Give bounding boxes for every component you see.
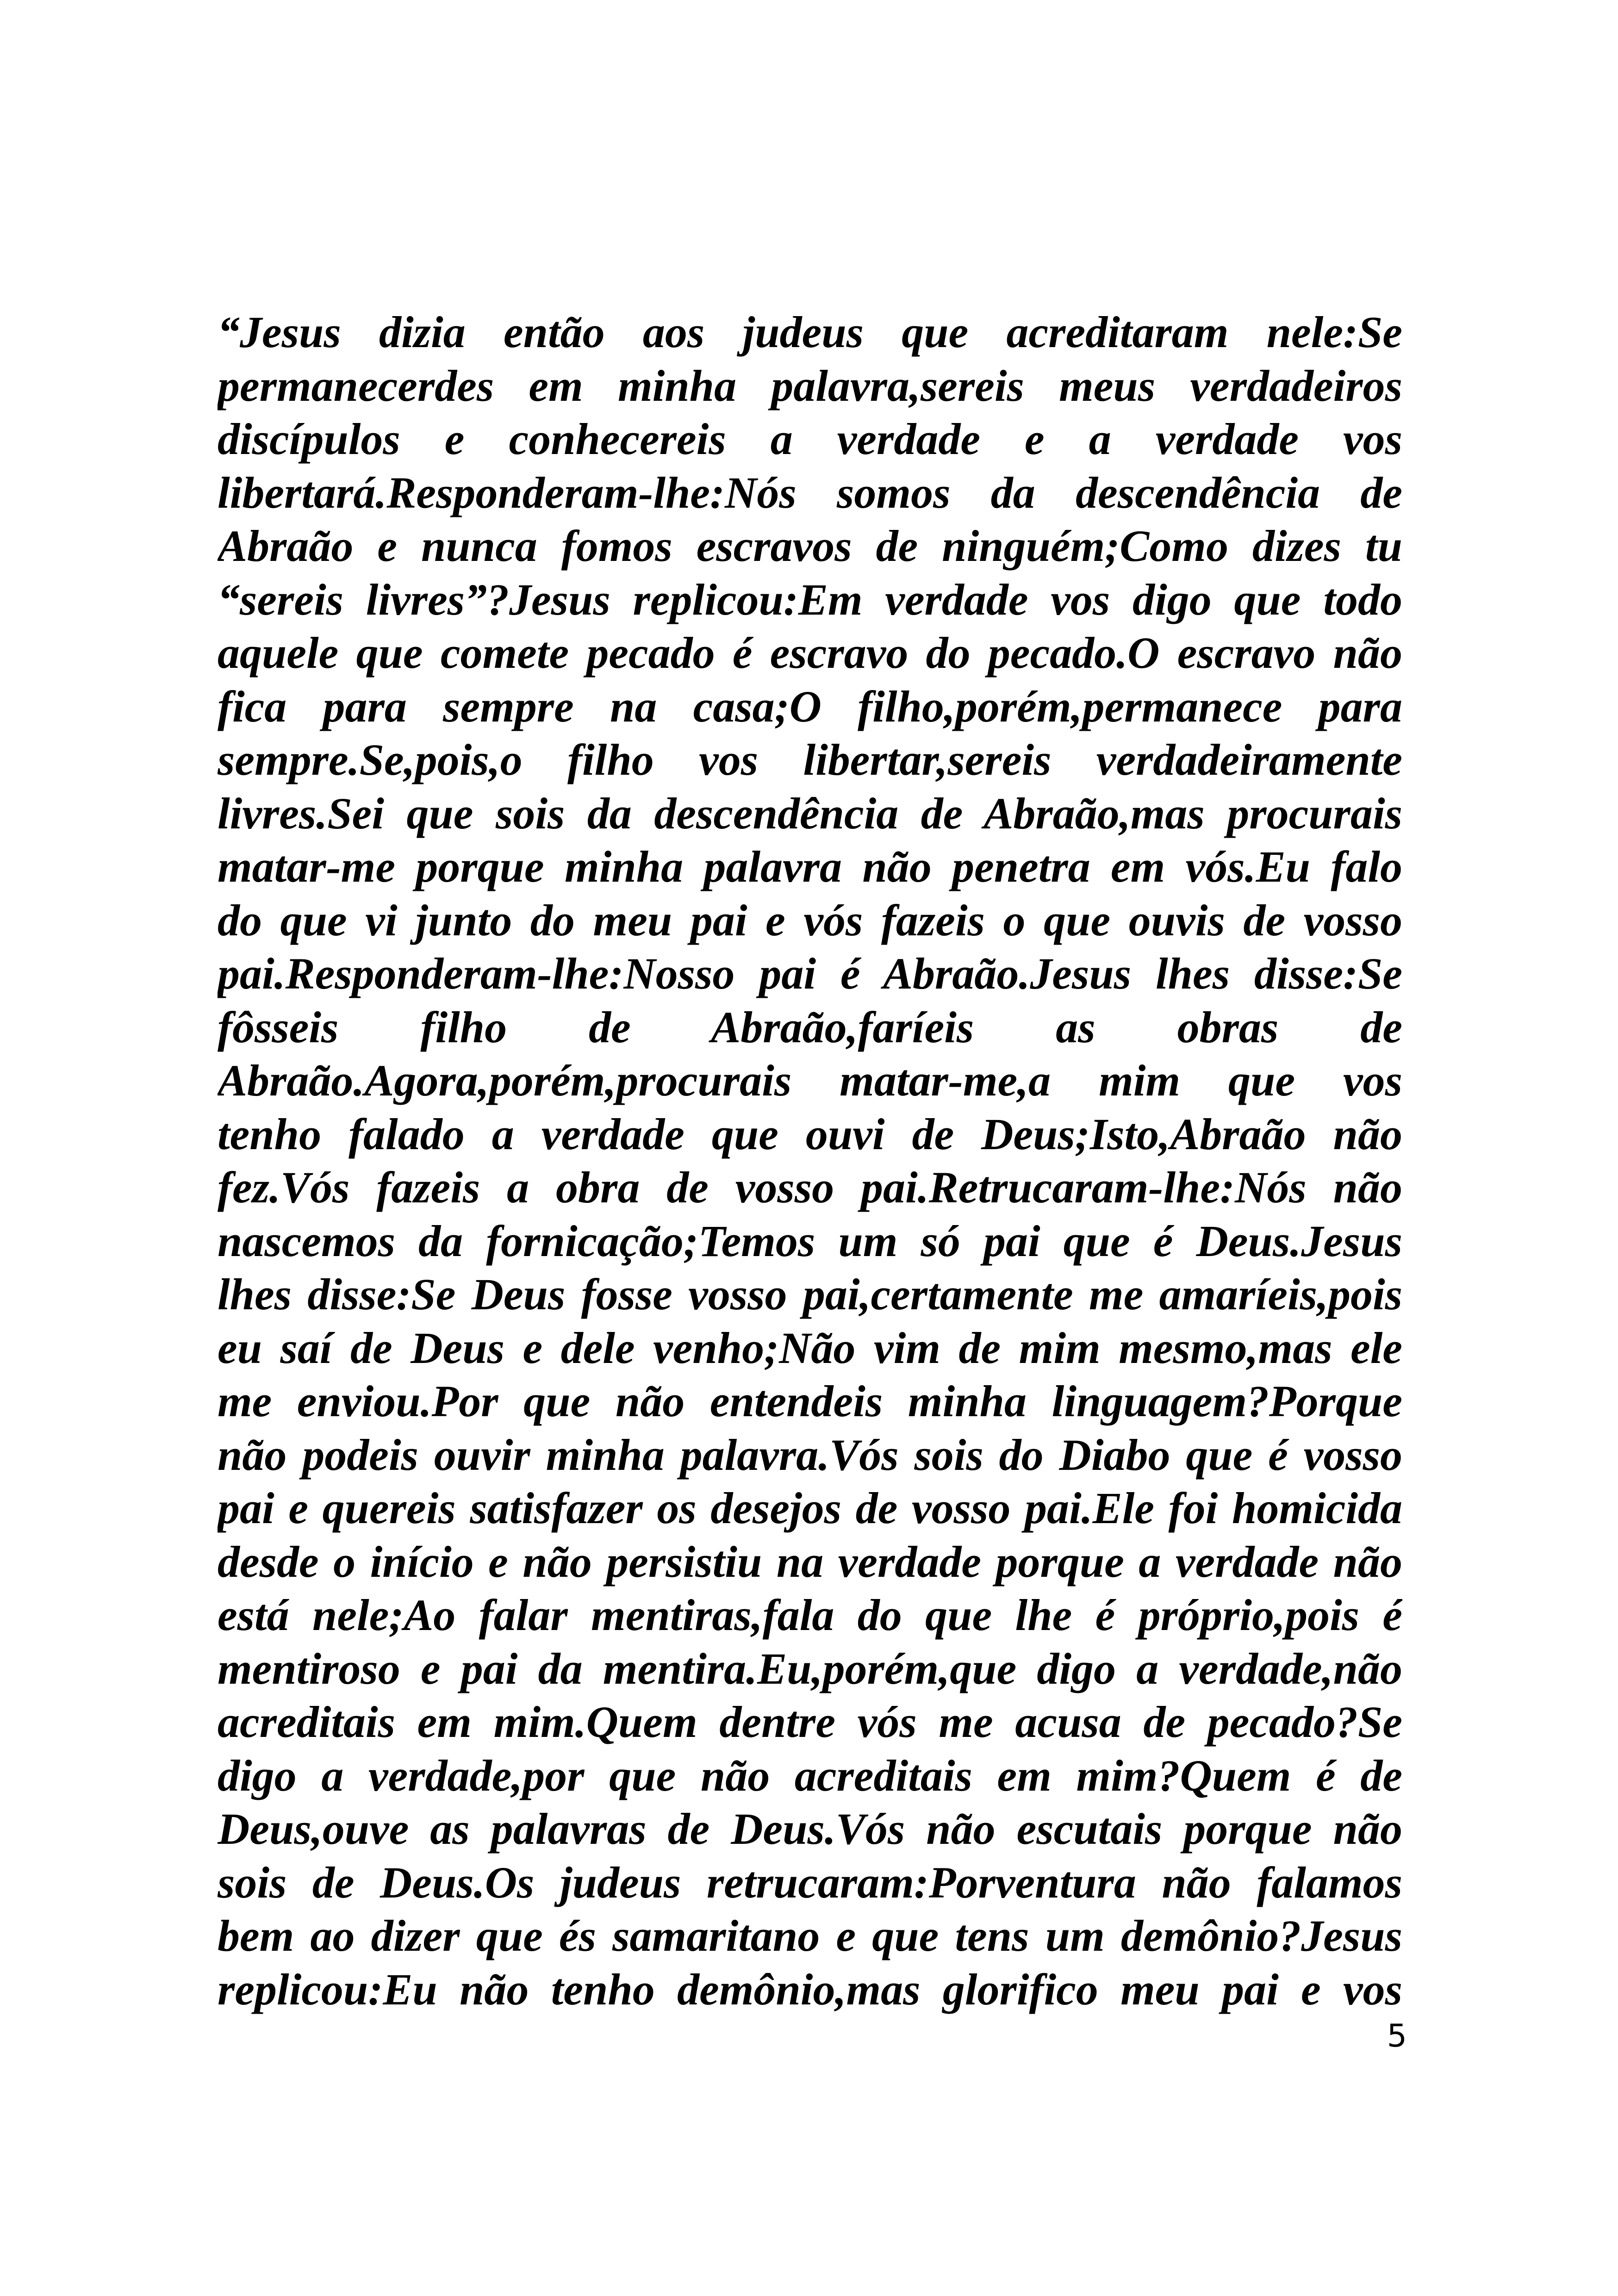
text-line: lhes disse:Se Deus fosse vosso pai,certamente me amaríeis,pois [218, 1269, 1402, 1319]
text-line: replicou:Eu não tenho demônio,mas glorifico meu pai e vos [218, 1964, 1402, 2014]
text-line: Deus,ouve as palavras de Deus.Vós não escutais porque não [218, 1804, 1402, 1854]
text-line: permanecerdes em minha palavra,sereis meus verdadeiros [218, 361, 1402, 411]
text-line: pai.Responderam-lhe:Nosso pai é Abraão.Jesus lhes disse:Se [218, 949, 1402, 998]
page-number: 5 [1387, 2018, 1407, 2054]
text-line: fôsseis filho de Abraão,faríeis as obras de [218, 1002, 1402, 1052]
text-line: acreditais em mim.Quem dentre vós me acusa de pecado?Se [218, 1697, 1402, 1747]
text-line: me enviou.Por que não entendeis minha linguagem?Porque [218, 1376, 1402, 1426]
text-line: pai e quereis satisfazer os desejos de vosso pai.Ele foi homicida [218, 1483, 1402, 1533]
text-line: sempre.Se,pois,o filho vos libertar,sereis verdadeiramente [218, 735, 1402, 784]
text-line: libertará.Responderam-lhe:Nós somos da descendência de [218, 467, 1402, 517]
text-line: desde o início e não persistiu na verdade porque a verdade não [218, 1537, 1402, 1587]
text-line: Abraão.Agora,porém,procurais matar-me,a mim que vos [218, 1056, 1402, 1105]
text-line: do que vi junto do meu pai e vós fazeis o que ouvis de vosso [218, 895, 1402, 945]
text-line: digo a verdade,por que não acreditais em mim?Quem é de [218, 1750, 1402, 1800]
text-line: eu saí de Deus e dele venho;Não vim de mim mesmo,mas ele [218, 1323, 1402, 1373]
text-line: bem ao dizer que és samaritano e que tens um demônio?Jesus [218, 1911, 1402, 1960]
text-line: livres.Sei que sois da descendência de Abraão,mas procurais [218, 788, 1402, 838]
text-line: fez.Vós fazeis a obra de vosso pai.Retrucaram-lhe:Nós não [218, 1163, 1402, 1212]
text-line: matar-me porque minha palavra não penetra em vós.Eu falo [218, 842, 1402, 891]
text-line: não podeis ouvir minha palavra.Vós sois do Diabo que é vosso [218, 1430, 1402, 1480]
text-line: sois de Deus.Os judeus retrucaram:Porventura não falamos [218, 1857, 1402, 1907]
text-line: “sereis livres”?Jesus replicou:Em verdade vos digo que todo [218, 574, 1402, 624]
text-line: fica para sempre na casa;O filho,porém,permanece para [218, 681, 1402, 731]
text-line: Abraão e nunca fomos escravos de ninguém;Como dizes tu [218, 521, 1402, 571]
text-line: “Jesus dizia então aos judeus que acreditaram nele:Se [218, 307, 1402, 357]
text-line: discípulos e conhecereis a verdade e a verdade vos [218, 414, 1402, 464]
text-line: tenho falado a verdade que ouvi de Deus;Isto,Abraão não [218, 1109, 1402, 1159]
text-line: nascemos da fornicação;Temos um só pai que é Deus.Jesus [218, 1216, 1402, 1266]
text-line: aquele que comete pecado é escravo do pecado.O escravo não [218, 628, 1402, 678]
body-text [218, 305, 1402, 2016]
text-line: mentiroso e pai da mentira.Eu,porém,que digo a verdade,não [218, 1643, 1402, 1693]
text-line: está nele;Ao falar mentiras,fala do que lhe é próprio,pois é [218, 1590, 1402, 1640]
